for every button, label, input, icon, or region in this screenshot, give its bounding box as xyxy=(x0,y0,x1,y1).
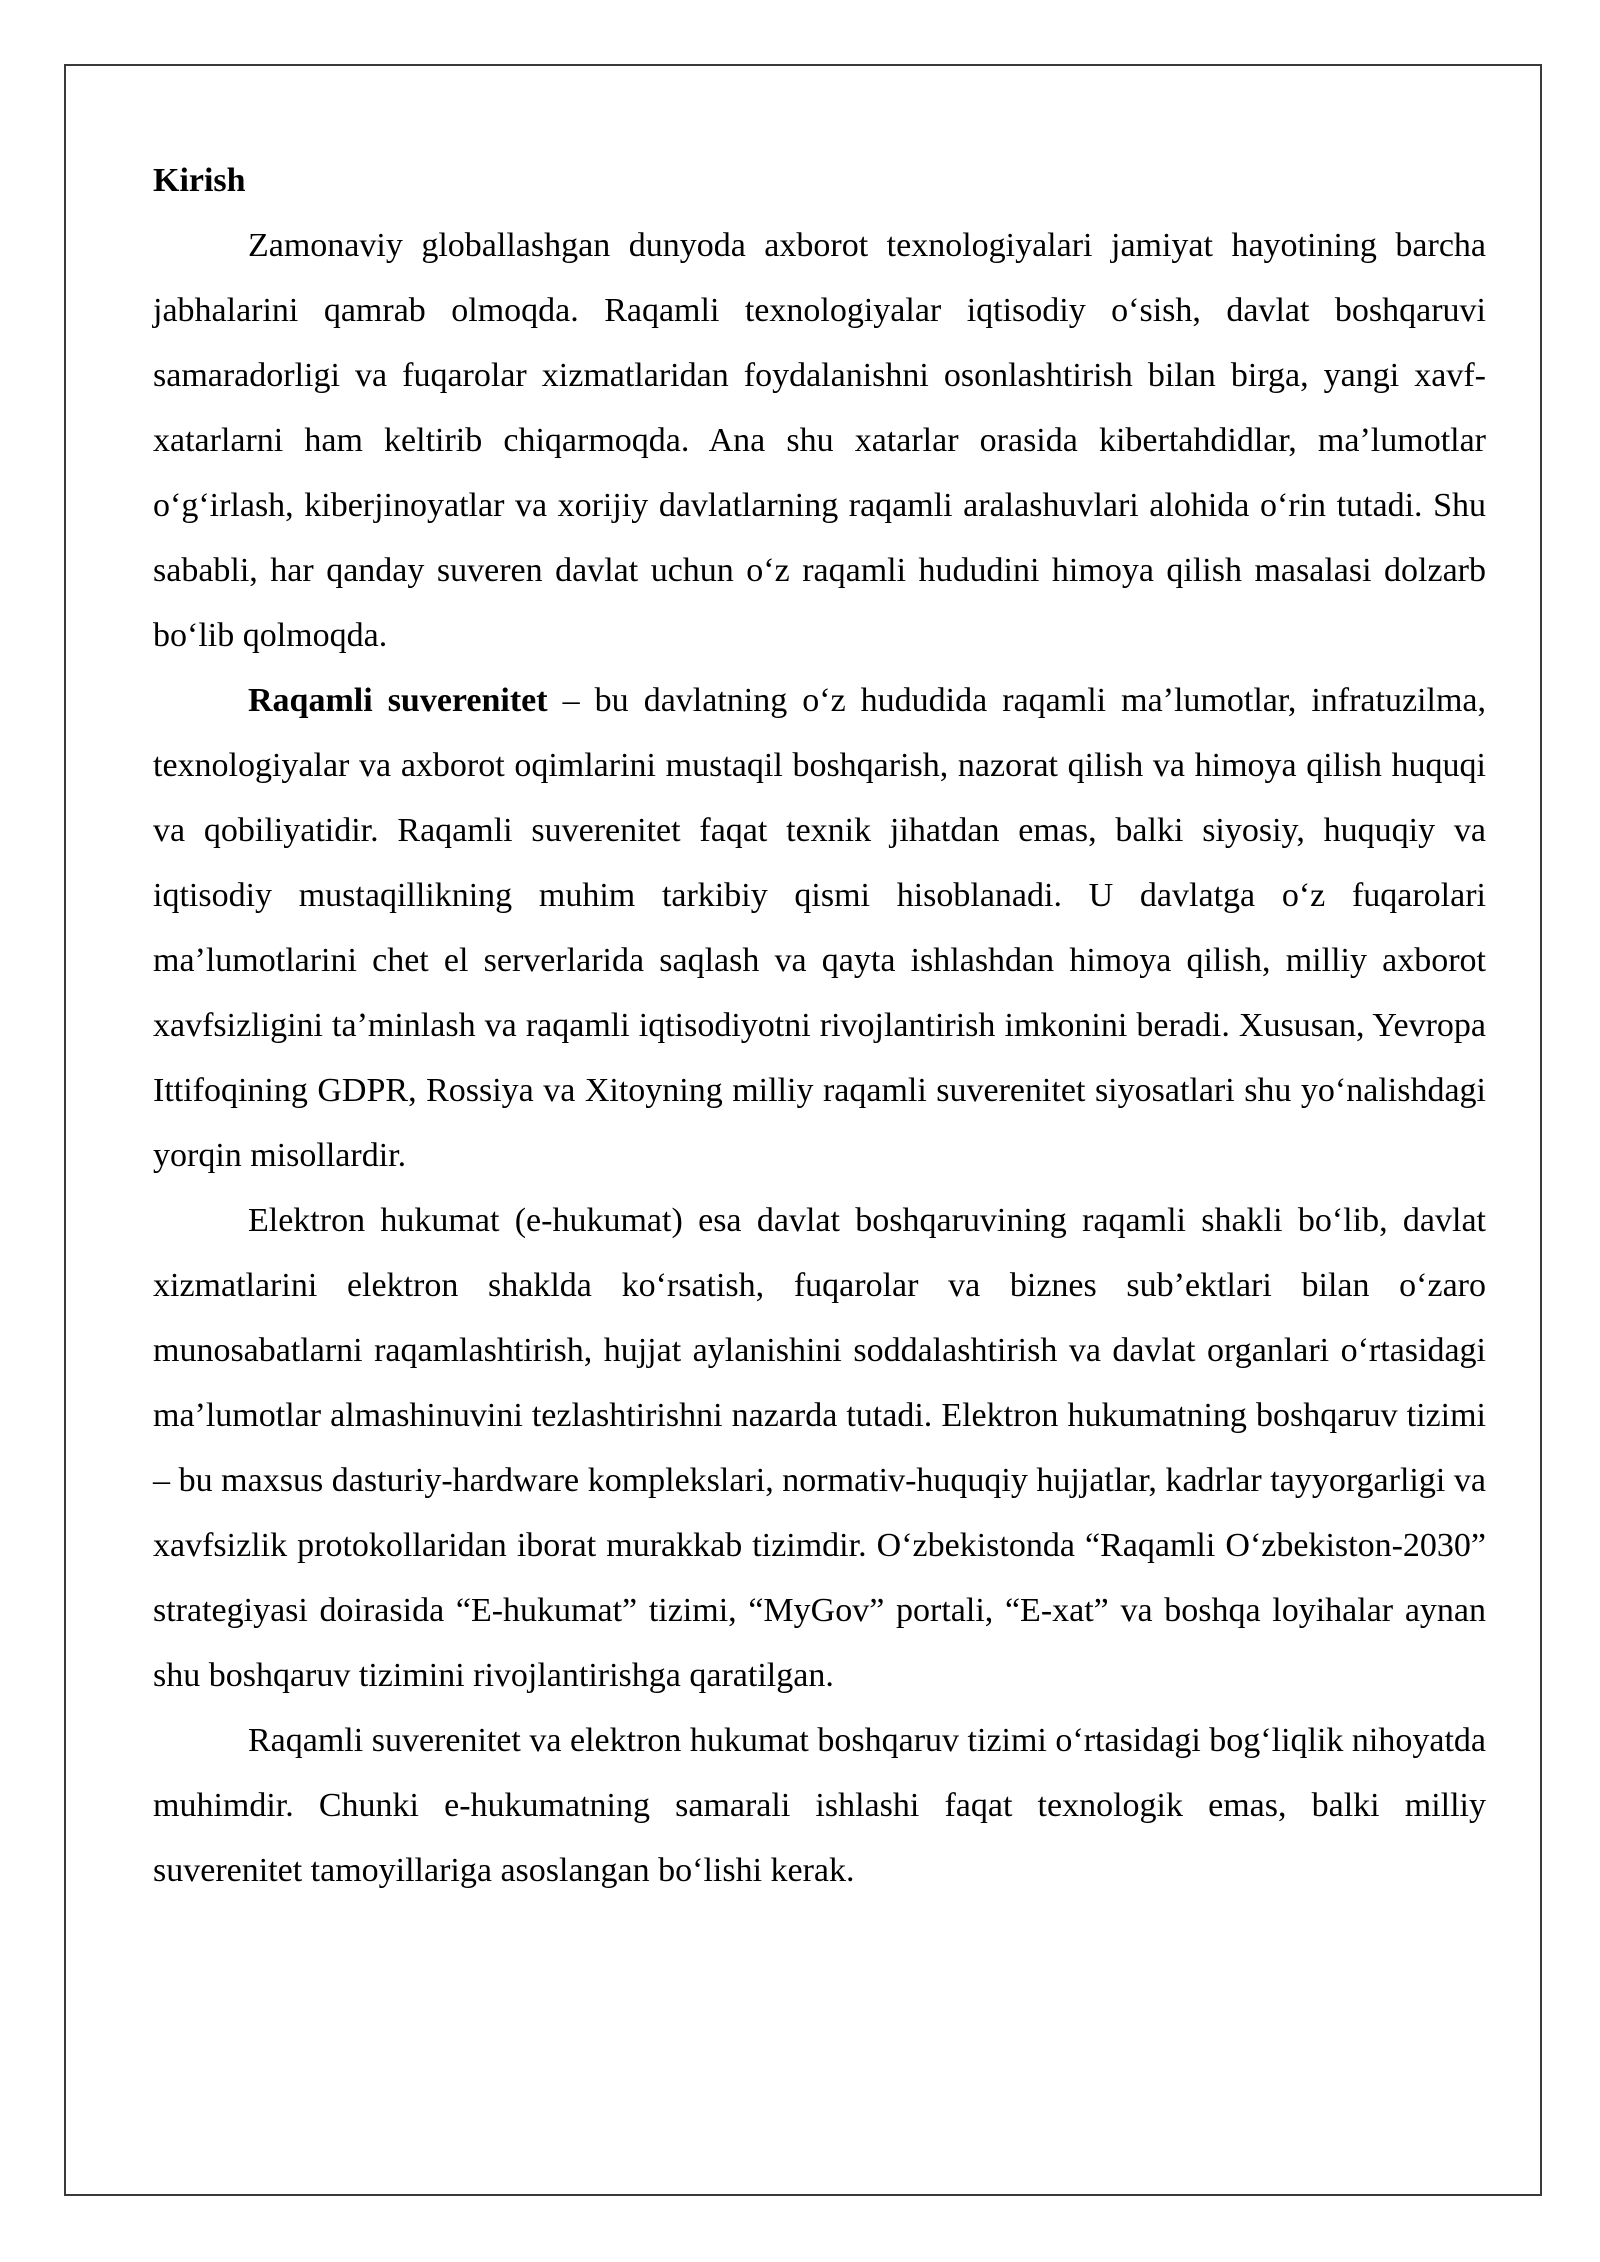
paragraph-text: Zamonaviy globallashgan dunyoda axborot texnologiyalari jamiyat hayotining barcha jabhalarini qamrab olmoqda. Raqamli texnologiyalar iqtisodiy oʻsish, davlat boshqaruvi samaradorligi va fuqarolar xizmatlaridan foydalanishni osonlashtirish bilan birga, yangi xavf-xatarlarni ham keltirib chiqarmoqda. Ana shu xatarlar orasida kibertahdidlar, maʼlumotlar oʻgʻirlash, kiberjinoyatlar va xorijiy davlatlarning raqamli aralashuvlari alohida oʻrin tutadi. Shu sababli, har qanday suveren davlat uchun oʻz raqamli hududini himoya qilish masalasi dolzarb boʻlib qolmoqda. xyxy=(153,227,1486,654)
section-heading: Kirish xyxy=(153,162,246,199)
paragraph-text: – bu davlatning oʻz hududida raqamli maʼlumotlar, infratuzilma, texnologiyalar va axborot oqimlarini mustaqil boshqarish, nazorat qilish va himoya qilish huquqi va qobiliyatidir. Raqamli suverenitet faqat texnik jihatdan emas, balki siyosiy, huquqiy va iqtisodiy mustaqillikning muhim tarkibiy qismi hisoblanadi. U davlatga oʻz fuqarolari maʼlumotlarini chet el serverlarida saqlash va qayta ishlashdan himoya qilish, milliy axborot xavfsizligini taʼminlash va raqamli iqtisodiyotni rivojlantirish imkonini beradi. Xususan, Yevropa Ittifoqining GDPR, Rossiya va Xitoyning milliy raqamli suverenitet siyosatlari shu yoʻnalishdagi yorqin misollardir. xyxy=(153,682,1486,1174)
document-body xyxy=(153,148,1486,1903)
paragraph-digital-sovereignty xyxy=(153,668,1486,1188)
bold-term: Raqamli suverenitet xyxy=(248,682,548,719)
paragraph-conclusion xyxy=(153,1708,1486,1903)
paragraph-text: Elektron hukumat (e-hukumat) esa davlat boshqaruvining raqamli shakli boʻlib, davlat xizmatlarini elektron shaklda koʻrsatish, fuqarolar va biznes subʼektlari bilan oʻzaro munosabatlarni raqamlashtirish, hujjat aylanishini soddalashtirish va davlat organlari oʻrtasidagi maʼlumotlar almashinuvini tezlashtirishni nazarda tutadi. Elektron hukumatning boshqaruv tizimi – bu maxsus dasturiy-hardware komplekslari, normativ-huquqiy hujjatlar, kadrlar tayyorgarligi va xavfsizlik protokollaridan iborat murakkab tizimdir. Oʻzbekistonda “Raqamli Oʻzbekiston-2030” strategiyasi doirasida “E-hukumat” tizimi, “MyGov” portali, “E-xat” va boshqa loyihalar aynan shu boshqaruv tizimini rivojlantirishga qaratilgan. xyxy=(153,1202,1486,1694)
paragraph-text: Raqamli suverenitet va elektron hukumat boshqaruv tizimi oʻrtasidagi bogʻliqlik nihoyatda muhimdir. Chunki e-hukumatning samarali ishlashi faqat texnologik emas, balki milliy suverenitet tamoyillariga asoslangan boʻlishi kerak. xyxy=(153,1722,1486,1889)
paragraph-intro xyxy=(153,213,1486,668)
paragraph-e-government xyxy=(153,1188,1486,1708)
